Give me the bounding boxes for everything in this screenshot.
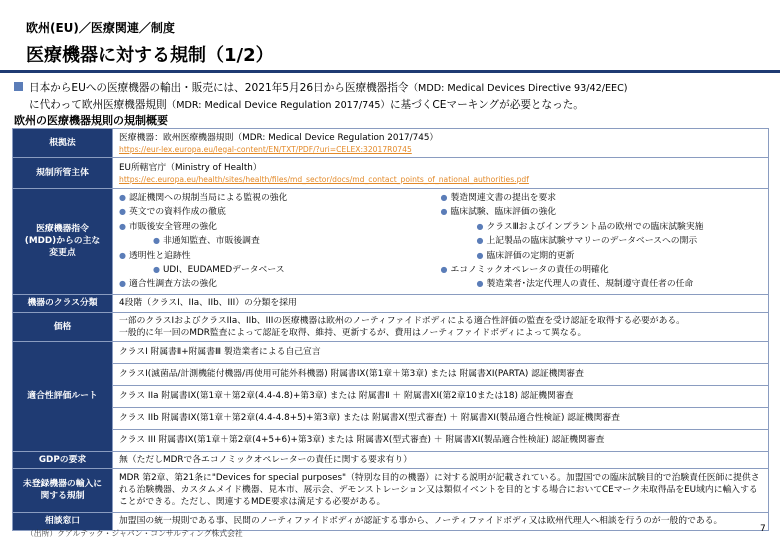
conformity-route: クラスⅠ 附属書Ⅱ+附属書Ⅲ 製造業者による自己宣言 [113, 341, 769, 363]
list-item-text: 英文での資料作成の徹底 [128, 207, 226, 218]
bullet-dot-icon: ● [153, 265, 160, 275]
list-item [441, 234, 763, 248]
table-row [13, 429, 769, 451]
table-row [13, 341, 769, 363]
list-item [119, 205, 441, 219]
row-value-price [113, 312, 769, 341]
row-value-unregistered: MDR 第2章、第21条に"Devices for special purposes"（特別な目的の機器）に対する説明が記載されている。加盟国での臨床試験目的で治験責任医師に提供される治験機器、カスタムメイド機器、見本市、展示会、デモンストレーション又は類似イベントを目的とする場合においてCEマーク未取得品をEU域内に輸入することができる。ただし、関連するMDE要求は満足する必要がある。 [113, 468, 769, 512]
bullet-dot-icon: ● [476, 250, 484, 260]
authority-text: EU所轄官庁（Ministry of Health） [119, 162, 262, 173]
list-item-text: 非通知監査、市販後調査 [162, 236, 260, 247]
row-label-unregistered [13, 468, 113, 512]
bullet-dot-icon: ● [119, 221, 126, 231]
title-divider [0, 70, 780, 73]
price-line1: 一部のクラスⅠおよびクラスIIa、IIb、IIIの医療機器は欧州のノーティファイドボディによる適合性評価の監査を受け認証を取得する必要がある。 [119, 315, 685, 326]
list-item-text: 製造関連文書の提出を要求 [450, 193, 557, 203]
conformity-route: クラス III 附属書IX(第1章＋第2章(4+5+6)+第3章) または 附属書Ⅹ(型式審査) ＋ 附属書XI(製品適合性検証) 認証機関審査 [113, 429, 769, 451]
table-row [13, 468, 769, 512]
source-note: （出所）クアルテック・ジャパン・コンサルティング株式会社 [26, 529, 243, 538]
list-item [441, 220, 763, 234]
unregistered-label: 未登録機器の輸入に 関する規制 [22, 479, 103, 502]
row-value-contact: 加盟国の統一規則である事、民間のノーティファイドボディが認証する事から、ノーティファイドボディ又は欧州代理人へ相談を行うのが一般的である。 [113, 512, 769, 530]
square-bullet-icon [14, 82, 23, 91]
row-label-gdp: GDPの要求 [13, 451, 113, 468]
conformity-route: クラスⅠ(滅菌品/計測機能付機器/再使用可能外科機器) 附属書IX(第1章＋第3章) または 附属書XI(PARTA) 認証機関審査 [113, 363, 769, 385]
bullet-dot-icon: ● [119, 250, 126, 260]
row-label-contact: 相談窓口 [13, 512, 113, 530]
list-item [441, 263, 763, 277]
list-item-text: 透明性と追跡性 [128, 250, 191, 261]
bullet-dot-icon: ● [440, 193, 448, 202]
list-item [119, 220, 441, 234]
row-label-conformity: 適合性評価ルート [13, 341, 113, 451]
list-item [119, 263, 441, 277]
table-row [13, 189, 769, 295]
regulation-table [12, 128, 769, 531]
intro-line2-a: に代わって欧州医療機器規則 [29, 99, 167, 111]
list-item [441, 277, 763, 291]
list-item [441, 249, 763, 263]
conformity-route: クラス IIb 附属書IX(第1章＋第2章(4.4-4.8+5)+第3章) または 附属書Ⅹ(型式審査) ＋ 附属書XI(製品適合性検証) 認証機関審査 [113, 407, 769, 429]
list-item [119, 191, 441, 205]
list-item-text: クラスⅢおよびインプラント品の欧州での臨床試験実施 [486, 221, 704, 232]
list-item [119, 234, 441, 248]
intro-line1: 日本からEUへの医療機器の輸出・販売には、2021年5月26日から医療機器指令 [29, 82, 409, 94]
list-item-text: 臨床試験、臨床評価の強化 [450, 207, 557, 218]
section-heading: 欧州の医療機器規則の規制概要 [14, 114, 168, 127]
row-label-authority: 規制所管主体 [13, 158, 113, 189]
row-label-basis: 根拠法 [13, 129, 113, 158]
bullet-dot-icon: ● [153, 236, 160, 246]
row-value-gdp: 無（ただしMDRで各エコノミックオペレーターの責任に関する要求有り） [113, 451, 769, 468]
list-item [119, 249, 441, 263]
bullet-dot-icon: ● [476, 221, 484, 231]
table-row [13, 451, 769, 468]
row-label-classes: 機器のクラス分類 [13, 294, 113, 312]
table-row [13, 407, 769, 429]
table-row [13, 129, 769, 158]
bullet-dot-icon: ● [119, 279, 126, 289]
price-line2: 一般的に年一回のMDR監査によって認証を取得、維持、更新するが、費用はノーティファイドボディによって異なる。 [119, 327, 587, 338]
intro-line2-b: に基づくCEマーキングが必要となった。 [390, 99, 584, 111]
changes-left-list [119, 191, 441, 292]
bullet-dot-icon: ● [119, 193, 126, 202]
list-item-text: 臨床評価の定期的更新 [486, 250, 575, 261]
table-row [13, 158, 769, 189]
bullet-dot-icon: ● [440, 207, 448, 217]
list-item-text: 上記製品の臨床試験サマリーのデータベースへの開示 [486, 236, 698, 247]
list-item-text: UDI、EUDAMEDデータベース [162, 265, 285, 276]
authority-link[interactable]: https://ec.europa.eu/health/sites/health/files/md_sector/docs/md_contact_points_of_national_authorities.pdf [119, 174, 529, 184]
row-value-changes [113, 189, 769, 295]
row-value-classes: 4段階（クラスⅠ、IIa、IIb、III）の分類を採用 [113, 294, 769, 312]
list-item-text: 適合性調査方法の強化 [128, 279, 217, 290]
bullet-dot-icon: ● [476, 279, 484, 289]
changes-right-list [441, 191, 763, 292]
list-item-text: エコノミックオペレータの責任の明確化 [450, 265, 609, 276]
list-item [119, 277, 441, 291]
breadcrumb: 欧州(EU)／医療関連／制度 [26, 21, 175, 35]
list-item-text: 製造業者･法定代理人の責任、規制遵守責任者の任命 [486, 279, 694, 290]
table-row [13, 385, 769, 407]
intro-line2-note: （MDR: Medical Device Regulation 2017/745） [166, 100, 391, 111]
changes-label: 医療機器指令 (MDD)からの主な 変更点 [24, 224, 101, 259]
page-title: 医療機器に対する規制（1/2） [26, 45, 274, 66]
list-item-text: 認証機関への規制当局による監視の強化 [128, 193, 288, 203]
basis-text: 医療機器：欧州医療機器規則（MDR: Medical Device Regulation 2017/745） [119, 132, 439, 143]
intro-text [14, 80, 774, 114]
conformity-route: クラス IIa 附属書IX(第1章＋第2章(4.4-4.8)+第3章) または 附属書Ⅱ ＋ 附属書XI(第2章10または18) 認証機関審査 [113, 385, 769, 407]
table-row [13, 294, 769, 312]
list-item [441, 191, 763, 205]
bullet-dot-icon: ● [440, 265, 448, 275]
bullet-dot-icon: ● [119, 207, 126, 217]
table-row [13, 363, 769, 385]
row-value-basis [113, 129, 769, 158]
list-item [441, 205, 763, 219]
bullet-dot-icon: ● [476, 236, 484, 246]
basis-link[interactable]: https://eur-lex.europa.eu/legal-content/EN/TXT/PDF/?uri=CELEX:32017R0745 [119, 144, 412, 154]
row-value-authority [113, 158, 769, 189]
row-label-price: 価格 [13, 312, 113, 341]
row-label-changes [13, 189, 113, 295]
table-row [13, 312, 769, 341]
page-number: 7 [760, 524, 766, 534]
list-item-text: 市販後安全管理の強化 [128, 221, 217, 232]
intro-line1-note: （MDD: Medical Devices Directive 93/42/EEC) [408, 83, 628, 94]
